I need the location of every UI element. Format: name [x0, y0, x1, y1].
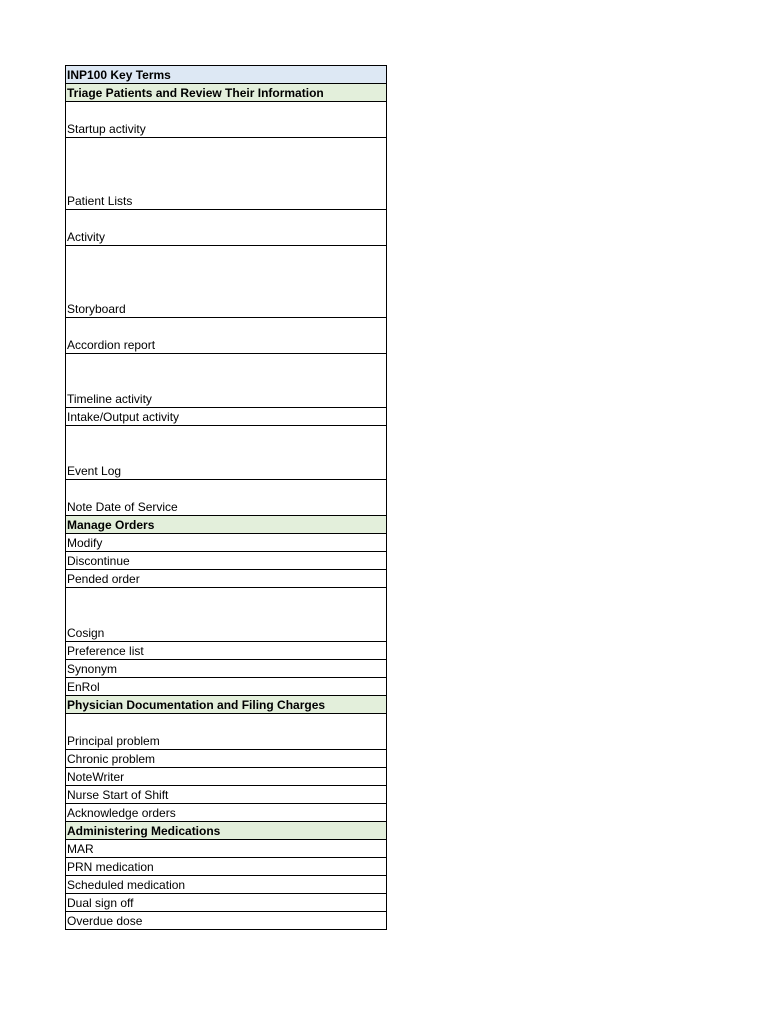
term-label: Dual sign off: [66, 894, 387, 912]
term-row: [66, 408, 387, 426]
term-label: EnRol: [66, 678, 387, 696]
term-label: Patient Lists: [66, 138, 387, 210]
section-header-label: Manage Orders: [66, 516, 387, 534]
term-row: [66, 210, 387, 246]
section-header-row: [66, 84, 387, 102]
term-label: Note Date of Service: [66, 480, 387, 516]
term-label: Pended order: [66, 570, 387, 588]
term-label: Chronic problem: [66, 750, 387, 768]
term-label: Storyboard: [66, 246, 387, 318]
key-terms-table-body: [66, 66, 387, 930]
term-row: [66, 426, 387, 480]
term-label: Overdue dose: [66, 912, 387, 930]
term-row: [66, 912, 387, 930]
term-label: Discontinue: [66, 552, 387, 570]
term-label: PRN medication: [66, 858, 387, 876]
term-row: [66, 138, 387, 210]
term-label: Event Log: [66, 426, 387, 480]
key-terms-table: [65, 65, 387, 930]
term-row: [66, 354, 387, 408]
term-row: [66, 552, 387, 570]
term-label: Cosign: [66, 588, 387, 642]
term-label: MAR: [66, 840, 387, 858]
term-row: [66, 750, 387, 768]
table-title: INP100 Key Terms: [66, 66, 387, 84]
term-row: [66, 894, 387, 912]
term-row: [66, 660, 387, 678]
term-row: [66, 858, 387, 876]
section-header-label: Triage Patients and Review Their Information: [66, 84, 387, 102]
term-label: NoteWriter: [66, 768, 387, 786]
term-label: Nurse Start of Shift: [66, 786, 387, 804]
term-row: [66, 786, 387, 804]
term-row: [66, 318, 387, 354]
term-label: Modify: [66, 534, 387, 552]
term-row: [66, 768, 387, 786]
term-label: Intake/Output activity: [66, 408, 387, 426]
title-row: [66, 66, 387, 84]
term-label: Timeline activity: [66, 354, 387, 408]
term-label: Activity: [66, 210, 387, 246]
term-label: Acknowledge orders: [66, 804, 387, 822]
term-row: [66, 534, 387, 552]
section-header-label: Administering Medications: [66, 822, 387, 840]
term-row: [66, 714, 387, 750]
term-row: [66, 570, 387, 588]
term-label: Scheduled medication: [66, 876, 387, 894]
term-row: [66, 588, 387, 642]
term-row: [66, 102, 387, 138]
section-header-row: [66, 822, 387, 840]
term-label: Principal problem: [66, 714, 387, 750]
term-row: [66, 246, 387, 318]
term-label: Preference list: [66, 642, 387, 660]
term-row: [66, 804, 387, 822]
term-row: [66, 642, 387, 660]
term-row: [66, 678, 387, 696]
term-row: [66, 840, 387, 858]
term-label: Accordion report: [66, 318, 387, 354]
term-row: [66, 876, 387, 894]
section-header-row: [66, 696, 387, 714]
term-label: Startup activity: [66, 102, 387, 138]
section-header-label: Physician Documentation and Filing Charges: [66, 696, 387, 714]
term-row: [66, 480, 387, 516]
term-label: Synonym: [66, 660, 387, 678]
section-header-row: [66, 516, 387, 534]
